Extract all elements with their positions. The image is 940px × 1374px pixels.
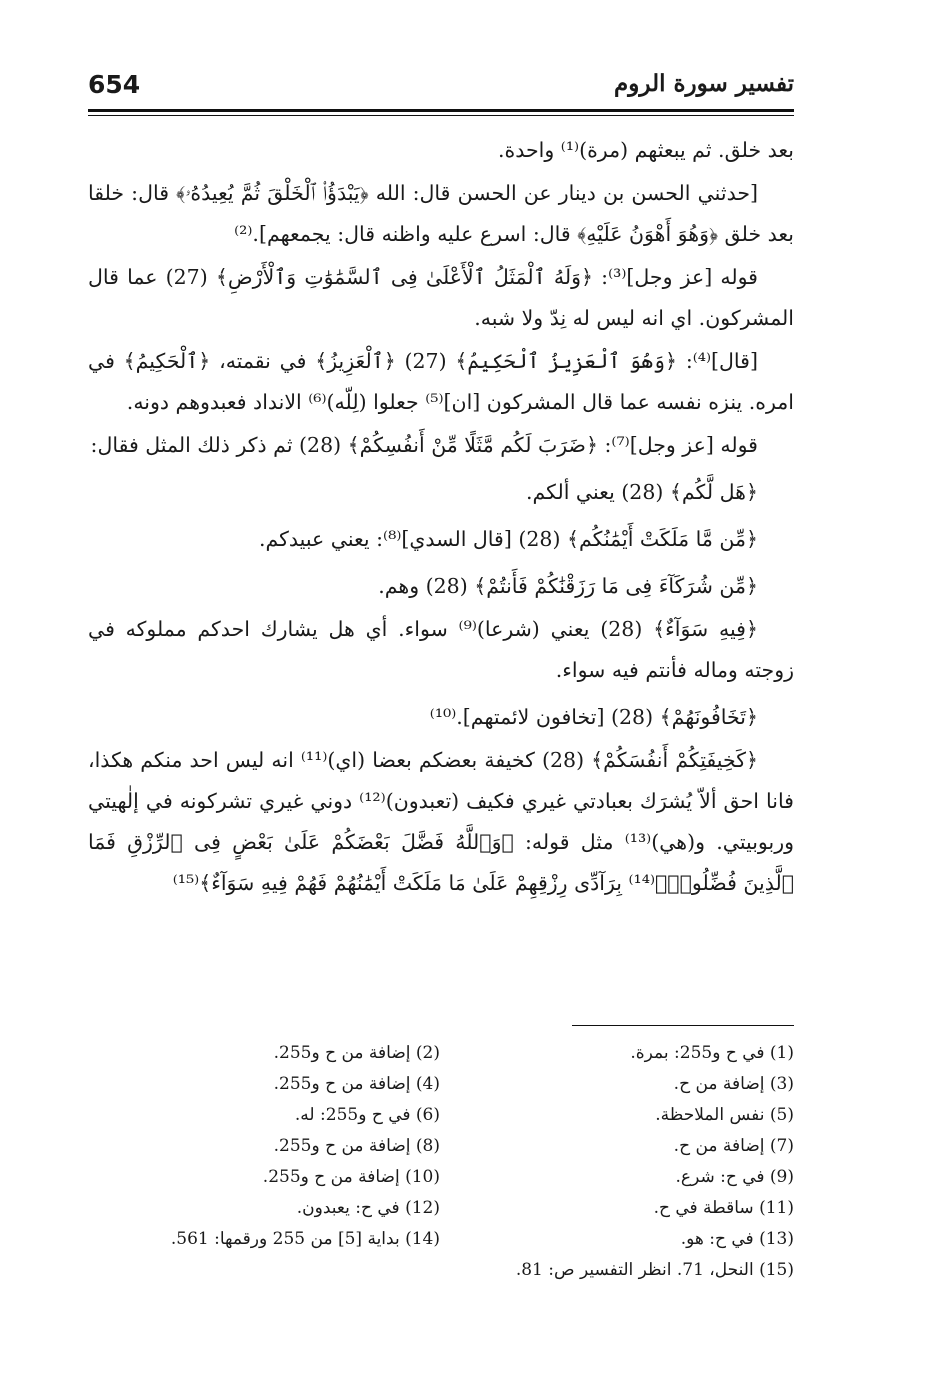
paragraph: [حدثني الحسن بن دينار عن الحسن قال: الله ﴿يَبْدَؤُا۟ ٱلْخَلْقَ ثُمَّ يُعِيدُهُۥ﴾ قال: خلقا بعد خلق ﴿وَهُوَ أَهْوَنُ عَلَيْهِ﴾ قال: اسرع عليه واظنه قال: يجمعهم].⁽²⁾ <box>88 181 794 246</box>
paragraph: ﴿تَخَافُونَهُمْ﴾ (28) [تخافون لائمتهم].⁽¹⁰⁾ <box>429 705 758 729</box>
paragraph: قوله [عز وجل]⁽³⁾: ﴿وَلَهُ ٱلْمَثَلُ ٱلْأَعْلَىٰ فِى ٱلسَّمَٰوَٰتِ وَٱلْأَرْضِ﴾ (27) عما قال المشركون. اي انه ليس له نِدّ ولا شبه. <box>88 265 794 330</box>
paragraph: [قال]⁽⁴⁾: ﴿وَهُوَ ٱلْعَزِيزُ ٱلْحَكِيمُ﴾ (27) ﴿ٱلْعَزِيزُ﴾ في نقمته، ﴿ٱلْحَكِيمُ﴾ في امره. ينزه نفسه عما قال المشركون [ان]⁽⁵⁾ جعلوا (لِلّه)⁽⁶⁾ الانداد فعبدوهم دونه. <box>88 349 794 414</box>
paragraph: ﴿مِّن مَّا مَلَكَتْ أَيْمَٰنُكُم﴾ (28) [قال السدي]⁽⁸⁾: يعني عبيدكم. <box>258 527 758 551</box>
footnote: (4) إضافة من ح و255. <box>273 1074 440 1094</box>
footnote: (12) في ح: يعبدون. <box>296 1198 440 1218</box>
footnote-rule <box>572 1025 794 1026</box>
header-rule <box>88 109 794 112</box>
footnote: (8) إضافة من ح و255. <box>273 1136 440 1156</box>
footnote: (9) في ح: شرع. <box>675 1167 794 1187</box>
footnotes-right-column <box>464 1038 794 1286</box>
footnotes-left-column <box>110 1038 440 1255</box>
paragraph: قوله [عز وجل]⁽⁷⁾: ﴿ضَرَبَ لَكُم مَّثَلًا مِّنْ أَنفُسِكُمْ﴾ (28) ثم ذكر ذلك المثل فقال: <box>90 433 758 457</box>
paragraph: ﴿كَخِيفَتِكُمْ أَنفُسَكُمْ﴾ (28) كخيفة بعضكم بعضا (اي)⁽¹¹⁾ انه ليس احد منكم هكذا، فانا احق ألاّ يُشرَك بعبادتي غيري فكيف (تعبدون)⁽¹²⁾ دوني غيري تشركونه في إلٰهيتي وربوبيتي. و(هي)⁽¹³⁾ مثل قوله: ﴿وَٱللَّهُ فَضَّلَ بَعْضَكُمْ عَلَىٰ بَعْضٍ فِى ٱلرِّزْقِ فَمَا ٱلَّذِينَ فُضِّلُوا۟﴾⁽¹⁴⁾ بِرَآدِّى رِزْقِهِمْ عَلَىٰ مَا مَلَكَتْ أَيْمَٰنُهُمْ فَهُمْ فِيهِ سَوَآءٌ﴾⁽¹⁵⁾ <box>88 748 794 895</box>
page-header <box>88 66 794 108</box>
footnote: (6) في ح و255: له. <box>294 1105 440 1125</box>
header-rule-thin <box>88 115 794 116</box>
footnote: (2) إضافة من ح و255. <box>273 1043 440 1063</box>
footnote: (11) ساقطة في ح. <box>653 1198 794 1218</box>
paragraph: ﴿هَل لَّكُم﴾ (28) يعني ألكم. <box>525 480 758 504</box>
footnote: (5) نفس الملاحظة. <box>655 1105 794 1125</box>
paragraph: بعد خلق. ثم يبعثهم (مرة)⁽¹⁾ واحدة. <box>497 138 794 162</box>
paragraph: ﴿فِيهِ سَوَآءٌ﴾ (28) يعني (شرعا)⁽⁹⁾ سواء. أي هل يشارك احدكم مملوكه في زوجته وماله فأنتم فيه سواء. <box>88 617 794 682</box>
footnote: (13) في ح: هو. <box>680 1229 794 1249</box>
footnote: (14) بداية [5] من 255 ورقمها: 561. <box>170 1229 440 1249</box>
running-title: تفسير سورة الروم <box>614 70 794 97</box>
footnote: (15) النحل، 71. انظر التفسير ص: 81. <box>515 1260 794 1280</box>
body-text <box>88 130 794 906</box>
footnote: (1) في ح و255: بمرة. <box>630 1043 794 1063</box>
paragraph: ﴿مِّن شُرَكَآءَ فِى مَا رَزَقْنَٰكُمْ فَأَنتُمْ﴾ (28) وهم. <box>378 574 758 598</box>
page-number: 654 <box>88 70 141 99</box>
footnote: (7) إضافة من ح. <box>673 1136 794 1156</box>
footnote: (3) إضافة من ح. <box>673 1074 794 1094</box>
footnote: (10) إضافة من ح و255. <box>262 1167 440 1187</box>
footnotes <box>110 1038 794 1308</box>
